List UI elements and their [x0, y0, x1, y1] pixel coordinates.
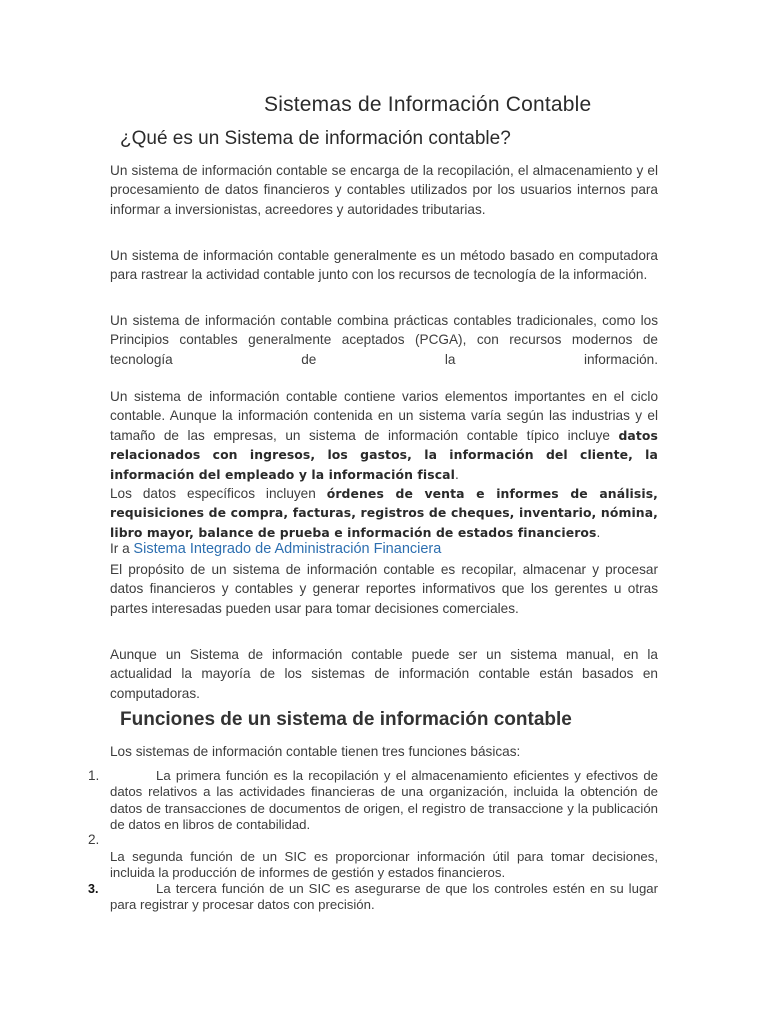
list-number-2: 2.	[88, 832, 100, 847]
list-number-3: 3.	[88, 882, 99, 896]
functions-intro: Los sistemas de información contable tienen tres funciones básicas:	[110, 744, 521, 759]
paragraph-4-bold: datos relacionados con ingresos, los gastos, la información del cliente, la información del empleado y la información fiscal	[110, 427, 658, 482]
paragraph-4	[110, 387, 658, 484]
list-item-3	[110, 881, 658, 914]
link-line	[110, 541, 441, 557]
link-sistema-integrado[interactable]: Sistema Integrado de Administración Financiera	[133, 541, 442, 557]
list-number-1: 1.	[88, 768, 100, 783]
list-item-1	[110, 768, 658, 834]
list-item-2: La segunda función de un SIC es proporcionar información útil para tomar decisiones, incluida la producción de informes de gestión y estados financieros.	[110, 849, 658, 881]
page-title: Sistemas de Información Contable	[264, 93, 592, 116]
paragraph-5-end: .	[596, 524, 601, 540]
paragraph-1: Un sistema de información contable se encarga de la recopilación, el almacenamiento y el procesamiento de datos financieros y contables utilizados por los usuarios internos para informar a inversionistas, acreedores y autoridades tributarias.	[110, 163, 658, 217]
paragraph-5-bold: órdenes de venta e informes de análisis, requisiciones de compra, facturas, registros de cheques, inventario, nómina, libro mayor, balance de prueba e información de estados financieros	[110, 486, 658, 540]
list-item-1-text: La primera función es la recopilación y el almacenamiento eficientes y efectivos de datos relativos a las actividades financieras de una organización, incluida la obtención de datos de transacciones de documentos de origen, el registro de transaccione y la publicación de datos en libros de contabilidad.	[110, 768, 658, 833]
paragraph-5	[110, 484, 658, 542]
paragraph-5-text: Los datos específicos incluyen	[110, 486, 327, 501]
paragraph-6: El propósito de un sistema de información contable es recopilar, almacenar y procesar datos financieros y contables y generar reportes informativos que los gerentes u otras partes interesadas pueden usar para tomar decisiones comerciales.	[110, 562, 658, 616]
paragraph-2: Un sistema de información contable generalmente es un método basado en computadora para rastrear la actividad contable junto con los recursos de tecnología de la información.	[110, 248, 658, 283]
paragraph-3: Un sistema de información contable combina prácticas contables tradicionales, como los Principios contables generalmente aceptados (PCGA), con recursos modernos de tecnología de la información.	[110, 313, 658, 367]
paragraph-4-text: Un sistema de información contable contiene varios elementos importantes en el ciclo contable. Aunque la información contenida en un sistema varía según las industrias y el tamaño de las empresas, un sistema de información contable típico incluye	[110, 389, 658, 443]
paragraph-4-end: .	[455, 466, 459, 482]
paragraph-7: Aunque un Sistema de información contable puede ser un sistema manual, en la actualidad la mayoría de los sistemas de información contable están basados en computadoras.	[110, 647, 658, 701]
link-prefix: Ir a	[110, 541, 134, 556]
section-heading-funciones: Funciones de un sistema de información contable	[120, 709, 572, 730]
section-heading-que-es: ¿Qué es un Sistema de información contable?	[120, 128, 511, 149]
list-item-3-text: La tercera función de un SIC es asegurarse de que los controles estén en su lugar para registrar y procesar datos con precisión.	[110, 881, 658, 913]
